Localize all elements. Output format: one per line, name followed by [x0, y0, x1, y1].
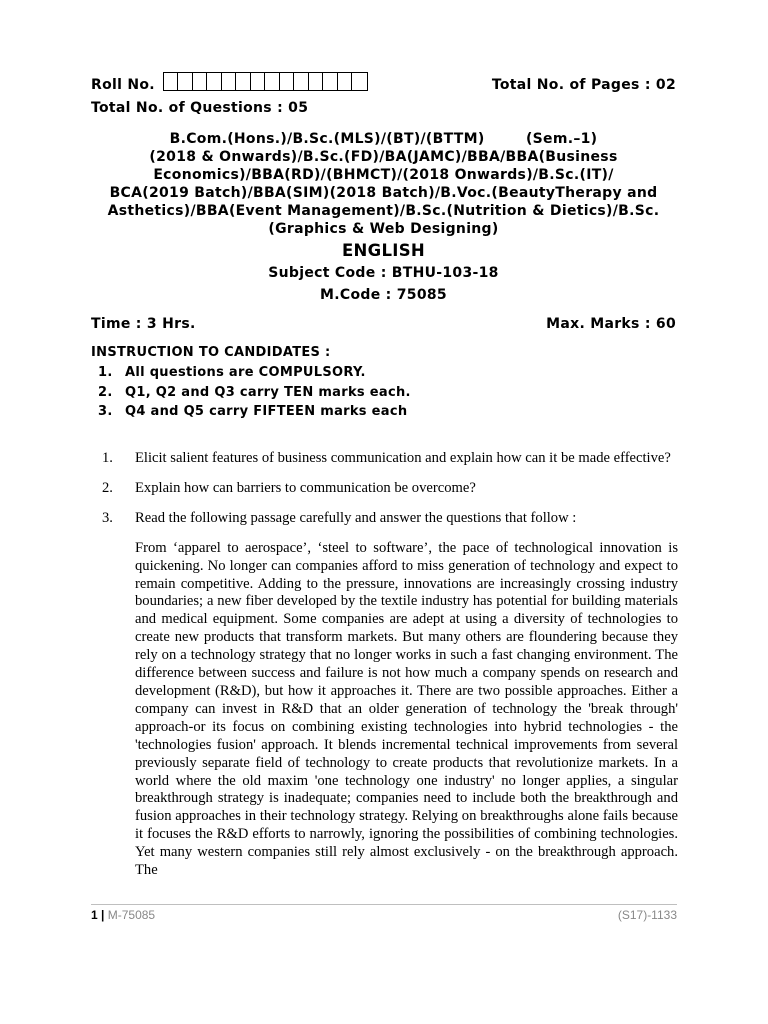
roll-no-box — [280, 73, 295, 90]
question-item — [102, 510, 678, 528]
roll-no-box — [164, 73, 179, 90]
question-item — [102, 480, 678, 498]
roll-no-box — [352, 73, 367, 90]
question-item — [102, 450, 678, 468]
max-marks-label: Max. Marks : 60 — [546, 316, 676, 332]
course-line: Asthetics)/BBA(Event Management)/B.Sc.(Nutrition & Dietics)/B.Sc. — [107, 203, 660, 219]
page-footer — [91, 908, 677, 922]
instruction-text: Q1, Q2 and Q3 carry TEN marks each. — [125, 384, 411, 400]
roll-no-box — [294, 73, 309, 90]
instruction-item — [91, 402, 411, 422]
header-row — [91, 77, 676, 93]
question-number: 2. — [102, 479, 113, 496]
course-list — [91, 130, 676, 238]
m-code: M.Code : 75085 — [320, 287, 447, 303]
question-number: 1. — [102, 450, 113, 466]
instruction-number: 3. — [98, 404, 113, 419]
instruction-item — [91, 363, 411, 383]
roll-no-box — [338, 73, 353, 90]
reading-passage: From ‘apparel to aerospace’, ‘steel to software’, the pace of technological innovation is quickening. No longer can companies afford to miss generation of technology and expect to remain competitive. Adding to the pressure, innovations are increasingly crossing industry boundaries; a new fiber developed by the textile industry has potential for building materials and medical equipment. Some companies are adept at using a diversity of technologies to create new products that transform markets. But many others are floundering because they rely on a technology strategy that no longer works in such a fast changing environment. The difference between success and failure is not how much a company spends on research and development (R&D), but how it approaches it. There are two possible approaches. Either a company can invest in R&D that an older generation of technology the 'break through' approach-or its focus on combining existing technologies into hybrid technologies - the 'technologies fusion' approach. It blends incremental technical improvements from several previously separate field of technology to create products that revolutionize markets. In a world where the old maxim 'one technology one industry' no longer applies, a singular breakthrough strategy is inadequate; companies need to include both the breakthrough and fusion approaches in their technology strategy. Relying on breakthroughs alone fails because it focuses the R&D efforts to narrowly, ignoring the possibilities of combining technologies. Yet many western companies still rely almost exclusively - on the breakthrough approach. The — [135, 539, 678, 879]
subject-title: ENGLISH — [341, 241, 426, 260]
roll-no-box — [222, 73, 237, 90]
roll-no-box — [323, 73, 338, 90]
roll-no-box — [236, 73, 251, 90]
question-text: Explain how can barriers to communication be overcome? — [135, 479, 476, 496]
instruction-text: All questions are COMPULSORY. — [125, 365, 366, 380]
instruction-item — [91, 383, 411, 403]
roll-no-box — [178, 73, 193, 90]
instructions — [91, 345, 411, 422]
footer-mcode: M-75085 — [107, 908, 156, 922]
roll-no-box — [309, 73, 324, 90]
instruction-number: 2. — [98, 384, 113, 400]
course-line: Economics)/BBA(RD)/(BHMCT)/(2018 Onwards)/B.Sc.(IT)/ — [153, 167, 614, 183]
course-line: B.Com.(Hons.)/B.Sc.(MLS)/(BT)/(BTTM) (Sem.–1) — [169, 131, 598, 147]
footer-ref: (S17)-1133 — [617, 908, 677, 922]
course-line: (Graphics & Web Designing) — [268, 221, 499, 237]
question-text: Read the following passage carefully and answer the questions that follow : — [135, 509, 577, 526]
footer-separator: | — [101, 908, 105, 922]
total-pages: Total No. of Pages : 02 — [491, 77, 676, 93]
footer-left — [91, 908, 155, 922]
roll-no-label: Roll No. — [91, 77, 155, 93]
subject-code: Subject Code : BTHU-103-18 — [268, 265, 499, 281]
instruction-number: 1. — [98, 365, 113, 380]
instruction-text: Q4 and Q5 carry FIFTEEN marks each — [125, 404, 408, 419]
course-line: (2018 & Onwards)/B.Sc.(FD)/BA(JAMC)/BBA/BBA(Business — [149, 149, 618, 165]
questions-count-row — [91, 100, 676, 116]
page-number: 1 — [91, 908, 98, 922]
course-line: BCA(2019 Batch)/BBA(SIM)(2018 Batch)/B.Voc.(BeautyTherapy and — [109, 185, 658, 201]
total-questions: Total No. of Questions : 05 — [91, 100, 309, 116]
roll-no-box — [193, 73, 208, 90]
roll-no-box — [207, 73, 222, 90]
roll-no-boxes — [163, 72, 368, 91]
roll-no-box — [265, 73, 280, 90]
roll-no-group — [91, 77, 368, 93]
footer-divider — [91, 904, 677, 905]
question-number: 3. — [102, 509, 113, 526]
instructions-title: INSTRUCTION TO CANDIDATES : — [91, 345, 331, 360]
time-marks-row — [91, 316, 676, 332]
question-text: Elicit salient features of business communication and explain how can it be made effective? — [135, 450, 671, 466]
questions — [102, 450, 678, 880]
roll-no-box — [251, 73, 266, 90]
time-label: Time : 3 Hrs. — [91, 316, 196, 332]
